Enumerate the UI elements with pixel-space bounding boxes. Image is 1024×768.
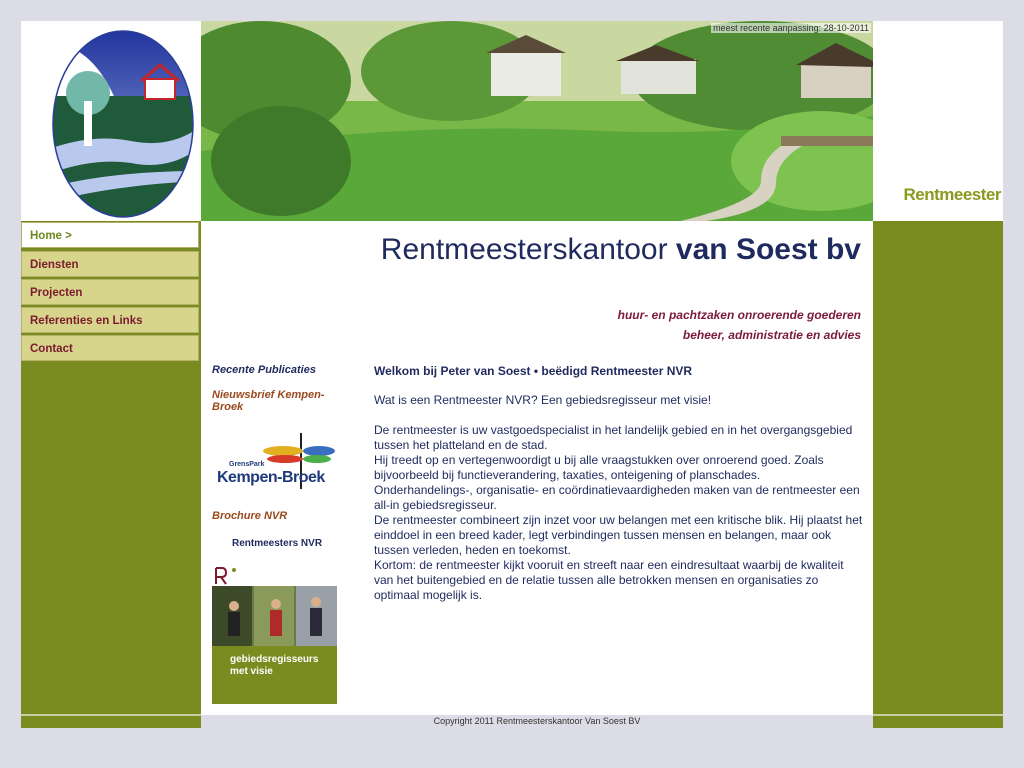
right-sidebar [873, 221, 1003, 728]
title-regular: Rentmeesterskantoor [380, 233, 676, 266]
rentmeester-label: Rentmeester [903, 185, 1001, 204]
kempen-small-text: GrensPark [229, 461, 265, 468]
right-divider [873, 714, 1003, 716]
nav-home[interactable]: Home > [21, 222, 199, 248]
right-header [873, 21, 1003, 221]
recent-publications-heading: Recente Publicaties [212, 364, 316, 376]
landscape-photo-icon [201, 21, 873, 221]
title-bold: van Soest bv [675, 233, 861, 266]
header-banner [201, 21, 873, 221]
logo [21, 21, 201, 221]
tagline-2: beheer, administratie en advies [682, 328, 861, 342]
intro-question: Wat is een Rentmeester NVR? Een gebiedsregisseur met visie! [374, 393, 712, 407]
body-text [374, 423, 864, 603]
copyright-footer: Copyright 2011 Rentmeesterskantoor Van Soest BV [433, 716, 641, 726]
welcome-heading: Welkom bij Peter van Soest • beëdigd Rentmeester NVR [374, 364, 693, 378]
nvr-logo-icon [212, 566, 252, 586]
nav-referenties[interactable]: Referenties en Links [21, 307, 199, 333]
brochure-cover[interactable] [212, 566, 337, 704]
kempen-big-text: Kempen-Broek [217, 469, 325, 486]
paragraph: De rentmeester is uw vastgoedspecialist in het landelijk gebied en in het overgangsgebied tussen het platteland en de stad. [374, 423, 853, 452]
paragraph: Hij treedt op en vertegenwoordigt u bij alle vraagstukken over onroerend goed. Zoals bijvoorbeeld bij functieverandering, taxaties, onteigening of planschades. [374, 453, 824, 482]
brochure-photo [212, 586, 337, 646]
tagline-1: huur- en pachtzaken onroerende goederen [617, 308, 861, 322]
page-title [341, 231, 861, 269]
newsletter-link[interactable]: Nieuwsbrief Kempen-Broek [212, 389, 325, 413]
people-photo-icon [212, 586, 337, 646]
paragraph: Kortom: de rentmeester kijkt vooruit en streeft naar een eindresultaat waarbij de kwaliteit van het buitengebied en de relatie tussen alle betrokken mensen en organisaties zo optimaal mogelijk is. [374, 558, 844, 602]
brochure-top [212, 566, 337, 586]
left-divider [21, 714, 201, 716]
nav-contact[interactable]: Contact [21, 335, 199, 361]
last-update-text: meest recente aanpassing: 28-10-2011 [713, 23, 869, 33]
landscape-logo-icon [21, 21, 201, 221]
nav-projecten[interactable]: Projecten [21, 279, 199, 305]
paragraph: Onderhandelings-, organisatie- en coördinatievaardigheden maken van de rentmeester een all-in gebiedsregisseur. [374, 483, 860, 512]
brochure-text: gebiedsregisseurs met visie [230, 654, 319, 677]
brochure-link[interactable]: Brochure NVR [212, 510, 288, 522]
kempen-broek-logo[interactable] [215, 431, 339, 493]
main-content [201, 221, 873, 715]
left-sidebar [21, 221, 201, 728]
nvr-caption: Rentmeesters NVR [232, 538, 323, 549]
nav-diensten[interactable]: Diensten [21, 251, 199, 277]
paragraph: De rentmeester combineert zijn inzet voor uw belangen met een kritische blik. Hij plaatst het einddoel in een breed kader, legt verbindingen tussen mensen en belangen, maar ook tussen verleden, heden en toekomst. [374, 513, 863, 557]
brochure-bottom [212, 646, 337, 704]
